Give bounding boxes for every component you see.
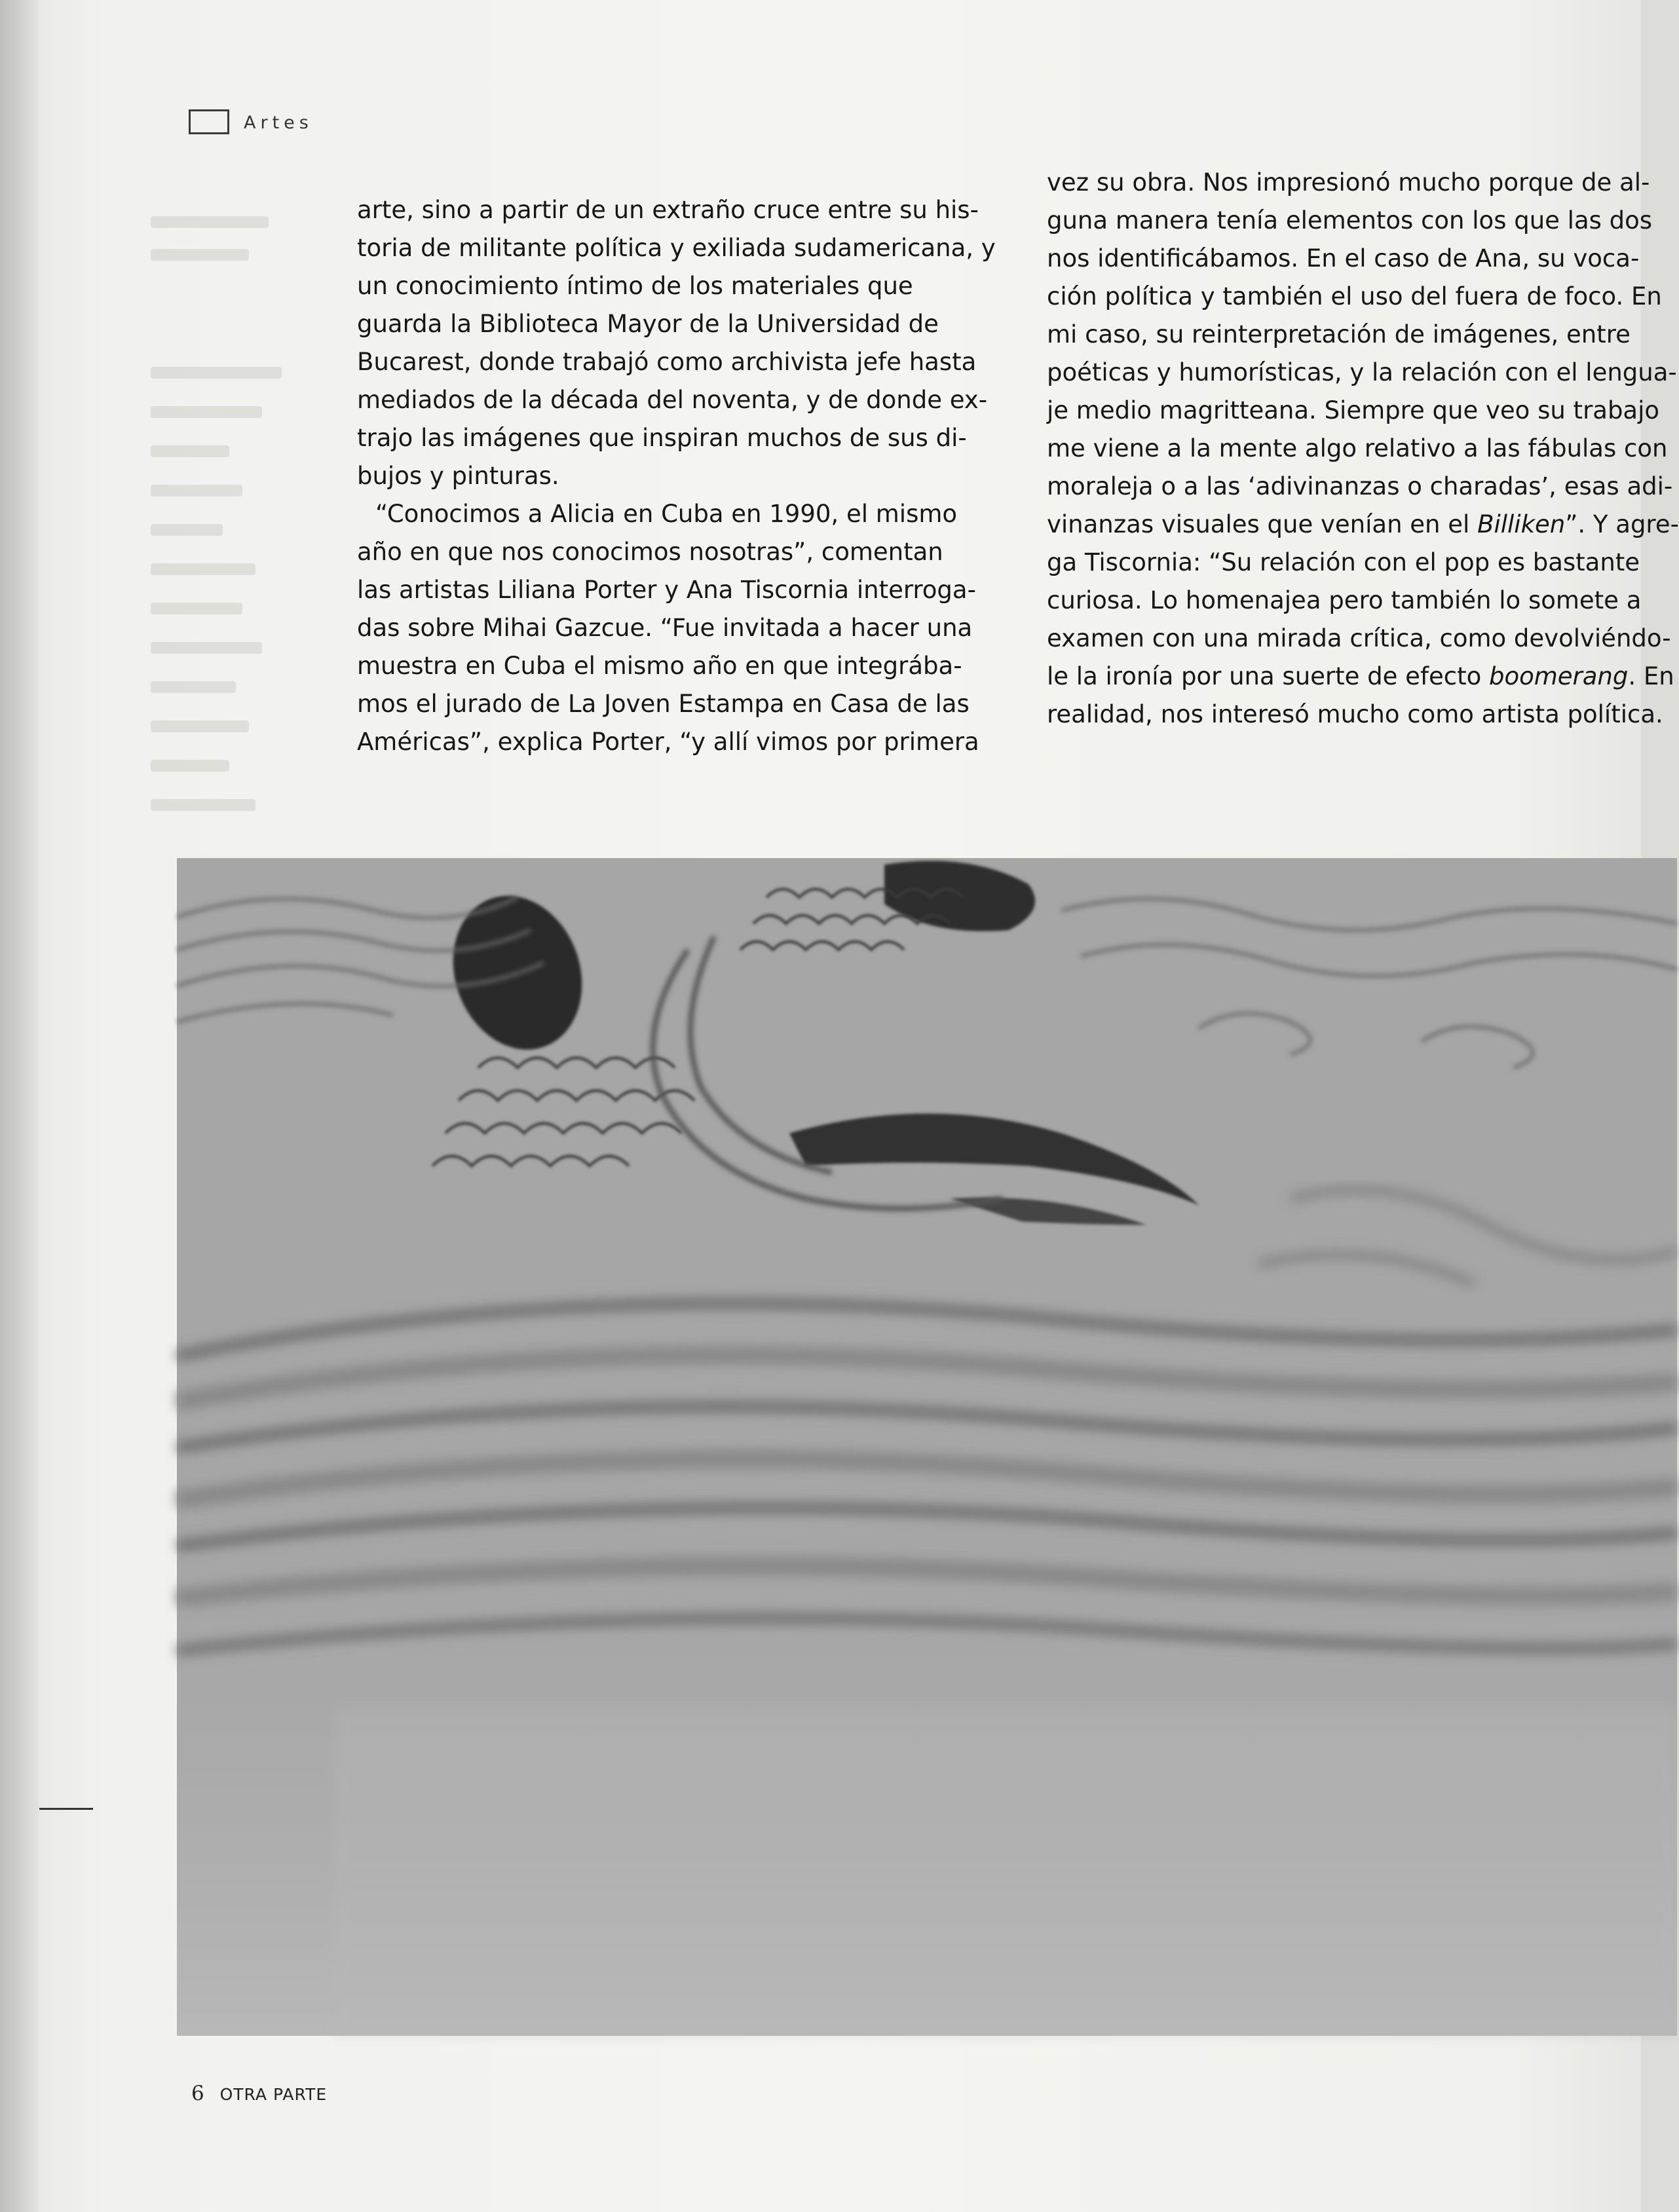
magazine-page [39,0,1679,2212]
body-line: muestra en Cuba el mismo año en que integrába- [357,652,962,680]
body-line: ción política y también el uso del fuera de foco. En [1047,282,1662,310]
body-line: examen con una mirada crítica, como devolviéndo- [1047,624,1671,652]
body-line: bujos y pinturas. [357,462,559,490]
section-label: Artes [244,113,313,133]
left-text-column [357,191,996,761]
body-line: Bucarest, donde trabajó como archivista jefe hasta [357,348,977,376]
page-gutter-shadow [0,0,39,2212]
magazine-name: OTRA PARTE [219,2085,328,2104]
italic-term: boomerang [1488,662,1629,690]
body-line [1047,658,1679,696]
body-line: Américas”, explica Porter, “y allí vimos por primera [357,728,979,756]
body-line: arte, sino a partir de un extraño cruce entre su his- [357,196,979,224]
body-line: ga Tiscornia: “Su relación con el pop es bastante [1047,548,1640,576]
body-text: vinanzas visuales que venían en el [1047,510,1478,538]
section-marker-box [189,109,229,134]
page-footer [191,2082,327,2105]
body-line: je medio magritteana. Siempre que veo su trabajo [1047,396,1660,424]
body-line: realidad, nos interesó mucho como artista política. [1047,700,1663,728]
blurred-dragon-photo [177,858,1677,2036]
body-line: año en que nos conocimos nosotras”, comentan [357,538,943,566]
margin-rule [39,1808,93,1810]
body-line: guna manera tenía elementos con los que las dos [1047,206,1653,234]
body-line: das sobre Mihai Gazcue. “Fue invitada a hacer una [357,614,973,642]
body-text: le la ironía por una suerte de efecto [1047,662,1489,690]
show-through-texture-2 [151,563,360,838]
body-line: guarda la Biblioteca Mayor de la Universidad de [357,310,939,338]
body-text: ”. Y agre- [1565,510,1679,538]
body-line: curiosa. Lo homenajea pero también lo somete a [1047,586,1642,614]
body-line: vez su obra. Nos impresionó mucho porque de al- [1047,168,1650,197]
body-line: me viene a la mente algo relativo a las fábulas con [1047,434,1668,462]
body-line: moraleja o a las ‘adivinanzas o charadas’, esas adi- [1047,472,1673,500]
dragon-engraving-icon [177,858,1677,2036]
body-line: trajo las imágenes que inspiran muchos de sus di- [357,424,967,452]
body-line: un conocimiento íntimo de los materiales que [357,272,913,300]
body-line: nos identificábamos. En el caso de Ana, su voca- [1047,244,1640,272]
page-number: 6 [191,2082,204,2105]
body-line [1047,506,1679,544]
italic-title: Billiken [1477,510,1566,538]
body-line: mos el jurado de La Joven Estampa en Casa de las [357,690,970,718]
body-line: mi caso, su reinterpretación de imágenes, entre [1047,320,1631,348]
right-text-column [1047,164,1679,734]
body-text: . En [1628,662,1674,690]
body-line: mediados de la década del noventa, y de donde ex- [357,386,988,414]
body-line: las artistas Liliana Porter y Ana Tiscornia interroga- [357,576,976,604]
body-line: poéticas y humorísticas, y la relación con el lengua- [1047,358,1677,386]
body-line: “Conocimos a Alicia en Cuba en 1990, el mismo [375,500,958,528]
body-line: toria de militante política y exiliada sudamericana, y [357,234,996,262]
